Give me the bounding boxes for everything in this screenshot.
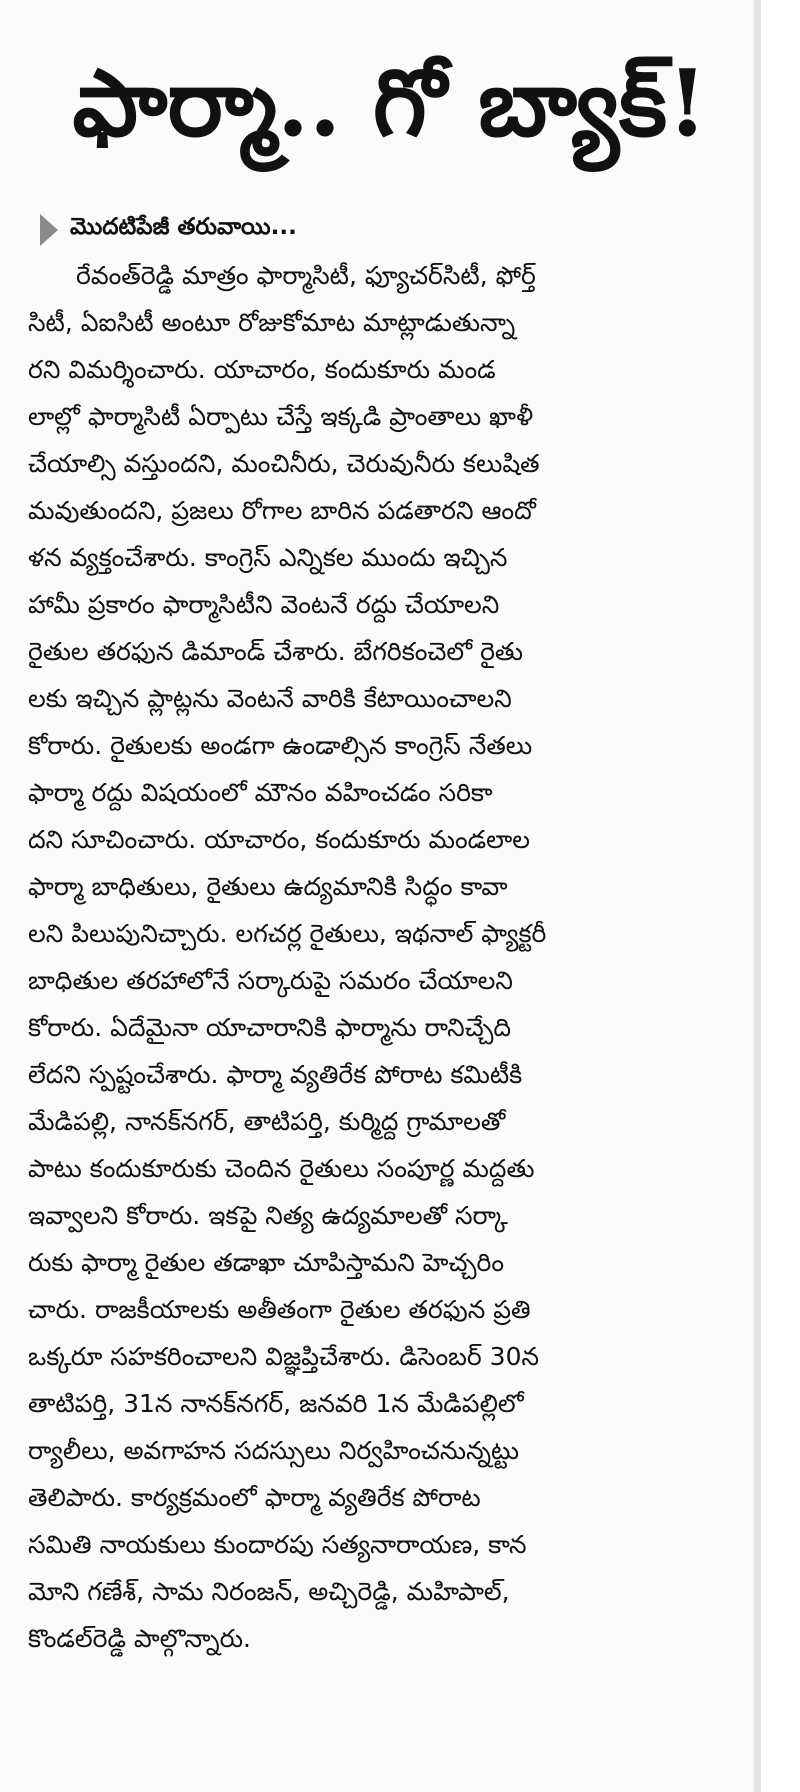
article-line: ఫార్మా బాధితులు, రైతులు ఉద్యమానికి సిద్ధం కావా (28, 872, 508, 901)
article-line: రని విమర్శించారు. యాచారం, కందుకూరు మండ (28, 355, 496, 384)
article-line: కోరారు. రైతులకు అండగా ఉండాల్సిన కాంగ్రెస్ నేతలు (28, 731, 533, 760)
article-line: మవుతుందని, ప్రజలు రోగాల బారిన పడతారని ఆందో (28, 496, 536, 525)
article-body (28, 252, 728, 1662)
article-line: రుకు ఫార్మా రైతుల తడాఖా చూపిస్తామని హెచ్చరిం (28, 1248, 505, 1277)
article-line: సమితి నాయకులు కుందారపు సత్యనారాయణ, కాన (28, 1530, 527, 1559)
article-line: సిటీ, ఏఐసిటీ అంటూ రోజుకోమాట మాట్లాడుతున్నా (28, 308, 516, 337)
article-line: ఒక్కరూ సహకరించాలని విజ్ఞప్తిచేశారు. డిసెంబర్ 30న (28, 1342, 540, 1371)
article-line: లేదని స్పష్టంచేశారు. ఫార్మా వ్యతిరేక పోరాట కమిటీకి (28, 1060, 523, 1089)
article-line: మేడిపల్లి, నానక్‌నగర్, తాటిపర్తి, కుర్మిద్ద గ్రామాలతో (28, 1107, 506, 1136)
article-line: పాటు కందుకూరుకు చెందిన రైతులు సంపూర్ణ మద్దతు (28, 1154, 535, 1183)
article-line: ళన వ్యక్తంచేశారు. కాంగ్రెస్ ఎన్నికల ముందు ఇచ్చిన (28, 543, 508, 572)
article-line: తెలిపారు. కార్యక్రమంలో ఫార్మా వ్యతిరేక పోరాట (28, 1483, 481, 1512)
article-line: లని పిలుపునిచ్చారు. లగచర్ల రైతులు, ఇథనాల్ ఫ్యాక్టరీ (28, 919, 547, 948)
article-line: కోరారు. ఏదేమైనా యాచారానికి ఫార్మాను రానిచ్చేది (28, 1013, 512, 1042)
continuation-marker (40, 210, 297, 250)
article-line: మోని గణేశ్, సామ నిరంజన్, అచ్చిరెడ్డి, మహిపాల్, (28, 1577, 510, 1606)
headline: ఫార్మా.. గో బ్యాక్! (72, 49, 708, 157)
article-line: ర్యాలీలు, అవగాహన సదస్సులు నిర్వహించనున్నట్టు (28, 1436, 519, 1465)
article-line: రేవంత్‌రెడ్డి మాత్రం ఫార్మాసిటీ, ఫ్యూచర్‌సిటీ, ఫోర్త్ (76, 261, 536, 290)
article-line: చేయాల్సి వస్తుందని, మంచినీరు, చెరువునీరు కలుషిత (28, 449, 540, 478)
column-divider (754, 0, 761, 1792)
continuation-label: మొదటిపేజీ తరువాయి... (70, 214, 297, 240)
article-line: హామీ ప్రకారం ఫార్మాసిటీని వెంటనే రద్దు చేయాలని (28, 590, 500, 619)
article-line: ఫార్మా రద్దు విషయంలో మౌనం వహించడం సరికా (28, 778, 493, 807)
article-line: లాల్లో ఫార్మాసిటీ ఏర్పాటు చేస్తే ఇక్కడి ప్రాంతాలు ఖాళీ (28, 402, 534, 431)
article-line: దని సూచించారు. యాచారం, కందుకూరు మండలాల (28, 825, 531, 854)
article-line: ఇవ్వాలని కోరారు. ఇకపై నిత్య ఉద్యమాలతో సర్కా (28, 1201, 508, 1230)
article-line: లకు ఇచ్చిన ప్లాట్లను వెంటనే వారికి కేటాయించాలని (28, 684, 512, 713)
article-line: తాటిపర్తి, 31న నానక్‌నగర్, జనవరి 1న మేడిపల్లిలో (28, 1389, 524, 1418)
chevron-right-icon (40, 214, 58, 246)
article-line: రైతుల తరఫున డిమాండ్ చేశారు. బేగరికంచెలో రైతు (28, 637, 524, 666)
article-line: చారు. రాజకీయాలకు అతీతంగా రైతుల తరఫున ప్రతి (28, 1295, 531, 1324)
article-line: కొండల్‌రెడ్డి పాల్గొన్నారు. (28, 1624, 251, 1653)
article-line: బాధితుల తరహాలోనే సర్కారుపై సమరం చేయాలని (28, 966, 513, 995)
